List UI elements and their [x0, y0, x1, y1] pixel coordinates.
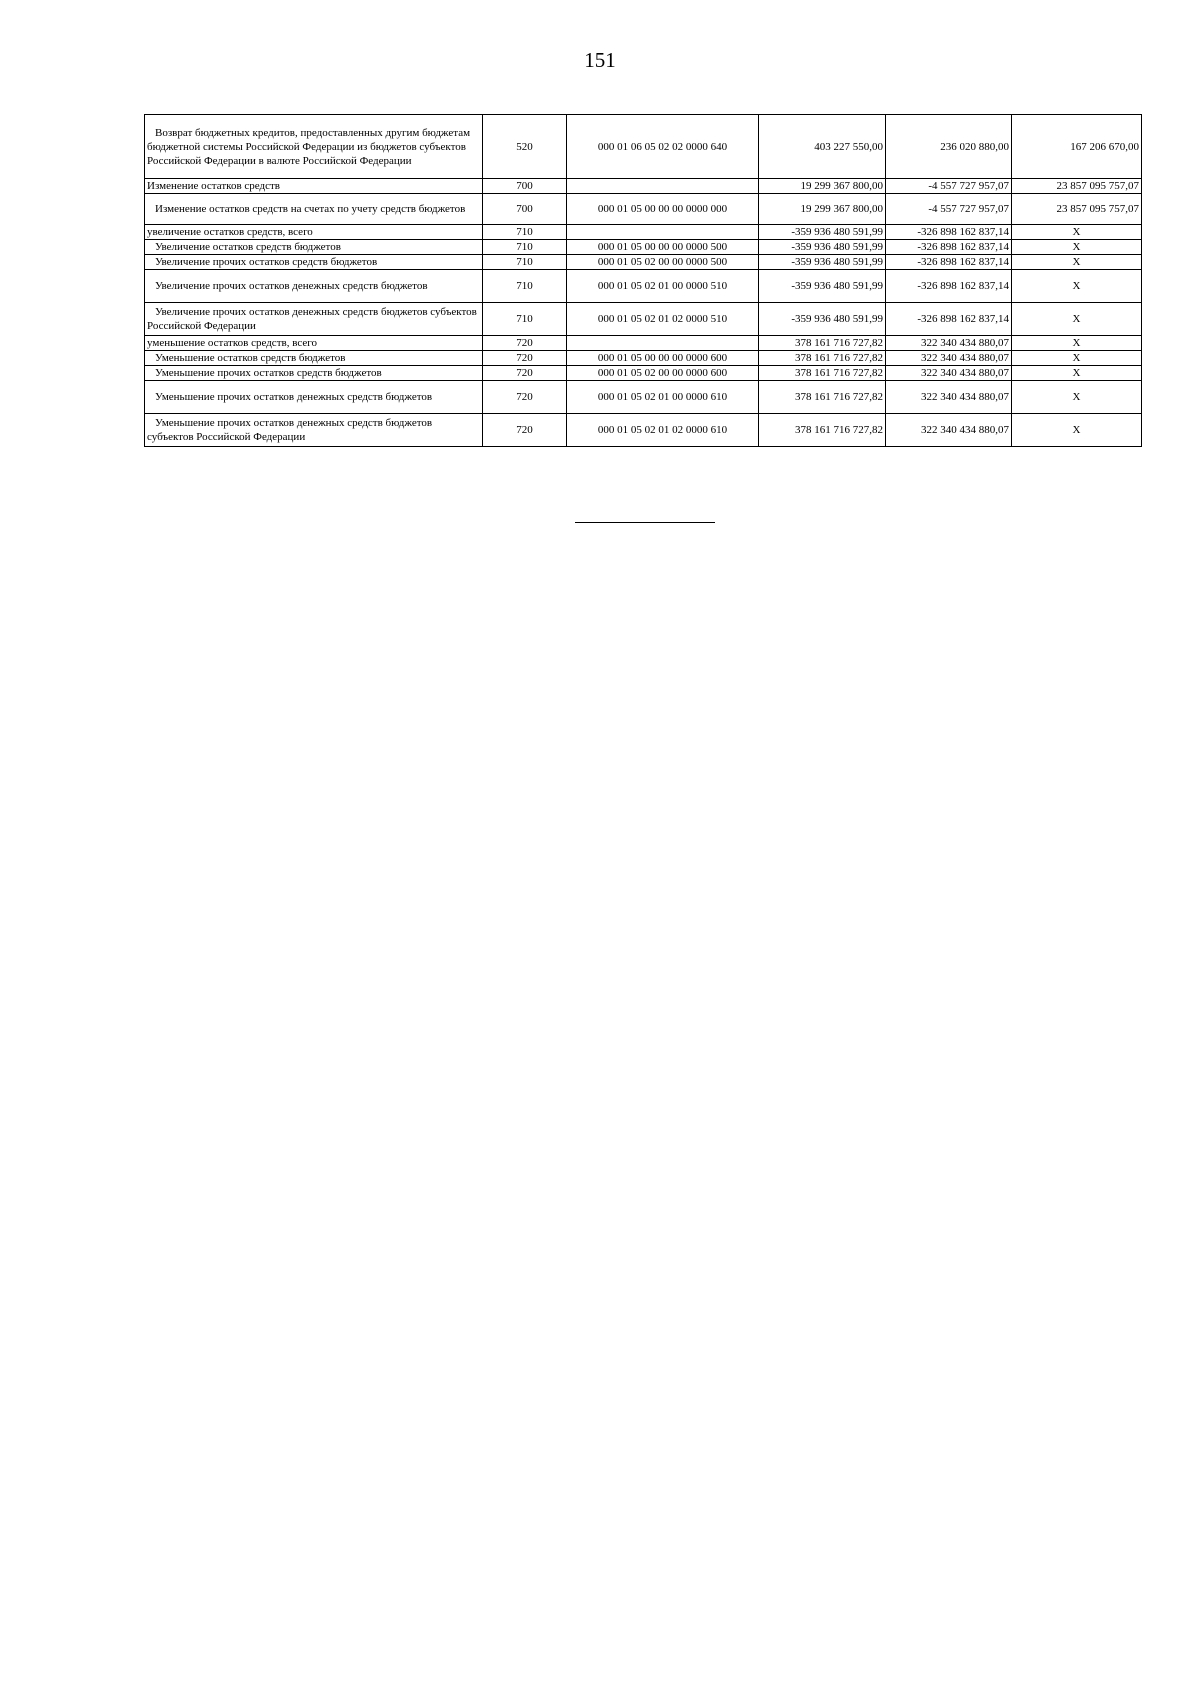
row-kbk: 000 01 05 00 00 00 0000 600: [567, 351, 759, 366]
row-unexecuted: X: [1012, 351, 1142, 366]
budget-table-body: [145, 115, 1142, 447]
row-kbk: 000 01 05 00 00 00 0000 500: [567, 240, 759, 255]
row-kbk: 000 01 05 02 00 00 0000 600: [567, 366, 759, 381]
row-code: 700: [483, 179, 567, 194]
row-executed: 322 340 434 880,07: [886, 351, 1012, 366]
table-row: [145, 115, 1142, 179]
row-kbk: [567, 179, 759, 194]
row-executed: -326 898 162 837,14: [886, 255, 1012, 270]
row-approved: 378 161 716 727,82: [759, 381, 886, 414]
row-executed: -4 557 727 957,07: [886, 194, 1012, 225]
row-kbk: 000 01 05 02 01 00 0000 610: [567, 381, 759, 414]
row-kbk: 000 01 05 02 01 02 0000 510: [567, 303, 759, 336]
row-name: Увеличение остатков средств бюджетов: [145, 240, 483, 255]
row-name: Изменение остатков средств: [145, 179, 483, 194]
row-code: 710: [483, 255, 567, 270]
row-approved: -359 936 480 591,99: [759, 225, 886, 240]
row-kbk: [567, 225, 759, 240]
table-row: [145, 179, 1142, 194]
row-unexecuted: X: [1012, 303, 1142, 336]
row-executed: -326 898 162 837,14: [886, 270, 1012, 303]
row-kbk: 000 01 05 02 01 00 0000 510: [567, 270, 759, 303]
row-approved: -359 936 480 591,99: [759, 240, 886, 255]
row-approved: 378 161 716 727,82: [759, 414, 886, 447]
row-approved: 19 299 367 800,00: [759, 179, 886, 194]
table-row: [145, 336, 1142, 351]
row-code: 710: [483, 270, 567, 303]
row-name: Увеличение прочих остатков средств бюджетов: [145, 255, 483, 270]
row-approved: 378 161 716 727,82: [759, 351, 886, 366]
row-code: 720: [483, 414, 567, 447]
row-name: Возврат бюджетных кредитов, предоставленных другим бюджетам бюджетной системы Российской Федерации из бюджетов субъектов Российской Федерации в валюте Российской Федерации: [145, 115, 483, 179]
row-unexecuted: X: [1012, 414, 1142, 447]
table-row: [145, 414, 1142, 447]
row-executed: 322 340 434 880,07: [886, 336, 1012, 351]
row-kbk: 000 01 06 05 02 02 0000 640: [567, 115, 759, 179]
row-name: Увеличение прочих остатков денежных средств бюджетов субъектов Российской Федерации: [145, 303, 483, 336]
row-name: Уменьшение прочих остатков средств бюджетов: [145, 366, 483, 381]
row-approved: 378 161 716 727,82: [759, 366, 886, 381]
row-code: 720: [483, 381, 567, 414]
row-name: Уменьшение остатков средств бюджетов: [145, 351, 483, 366]
row-unexecuted: 23 857 095 757,07: [1012, 194, 1142, 225]
row-name: Уменьшение прочих остатков денежных средств бюджетов: [145, 381, 483, 414]
row-approved: -359 936 480 591,99: [759, 255, 886, 270]
row-unexecuted: X: [1012, 270, 1142, 303]
budget-table: [144, 114, 1142, 447]
table-row: [145, 255, 1142, 270]
row-name: Увеличение прочих остатков денежных средств бюджетов: [145, 270, 483, 303]
row-code: 710: [483, 240, 567, 255]
table-row: [145, 225, 1142, 240]
table-row: [145, 351, 1142, 366]
row-code: 720: [483, 336, 567, 351]
row-unexecuted: X: [1012, 225, 1142, 240]
table-row: [145, 366, 1142, 381]
row-approved: -359 936 480 591,99: [759, 303, 886, 336]
row-unexecuted: X: [1012, 381, 1142, 414]
table-row: [145, 270, 1142, 303]
row-unexecuted: X: [1012, 336, 1142, 351]
row-code: 700: [483, 194, 567, 225]
row-name: уменьшение остатков средств, всего: [145, 336, 483, 351]
row-executed: 236 020 880,00: [886, 115, 1012, 179]
table-row: [145, 303, 1142, 336]
row-name: Уменьшение прочих остатков денежных средств бюджетов субъектов Российской Федерации: [145, 414, 483, 447]
row-code: 520: [483, 115, 567, 179]
row-executed: 322 340 434 880,07: [886, 414, 1012, 447]
page-number: 151: [584, 48, 616, 72]
row-code: 720: [483, 366, 567, 381]
row-approved: -359 936 480 591,99: [759, 270, 886, 303]
row-executed: -4 557 727 957,07: [886, 179, 1012, 194]
row-executed: 322 340 434 880,07: [886, 366, 1012, 381]
row-unexecuted: X: [1012, 255, 1142, 270]
table-row: [145, 194, 1142, 225]
row-kbk: [567, 336, 759, 351]
row-unexecuted: X: [1012, 366, 1142, 381]
row-name: Изменение остатков средств на счетах по учету средств бюджетов: [145, 194, 483, 225]
row-name: увеличение остатков средств, всего: [145, 225, 483, 240]
row-approved: 378 161 716 727,82: [759, 336, 886, 351]
footer-divider: [575, 522, 715, 523]
row-unexecuted: 167 206 670,00: [1012, 115, 1142, 179]
row-approved: 19 299 367 800,00: [759, 194, 886, 225]
row-kbk: 000 01 05 02 00 00 0000 500: [567, 255, 759, 270]
row-code: 710: [483, 303, 567, 336]
row-kbk: 000 01 05 02 01 02 0000 610: [567, 414, 759, 447]
row-kbk: 000 01 05 00 00 00 0000 000: [567, 194, 759, 225]
row-executed: -326 898 162 837,14: [886, 225, 1012, 240]
row-code: 710: [483, 225, 567, 240]
row-approved: 403 227 550,00: [759, 115, 886, 179]
row-code: 720: [483, 351, 567, 366]
row-executed: -326 898 162 837,14: [886, 303, 1012, 336]
row-unexecuted: 23 857 095 757,07: [1012, 179, 1142, 194]
table-row: [145, 240, 1142, 255]
table-row: [145, 381, 1142, 414]
row-executed: -326 898 162 837,14: [886, 240, 1012, 255]
row-unexecuted: X: [1012, 240, 1142, 255]
row-executed: 322 340 434 880,07: [886, 381, 1012, 414]
